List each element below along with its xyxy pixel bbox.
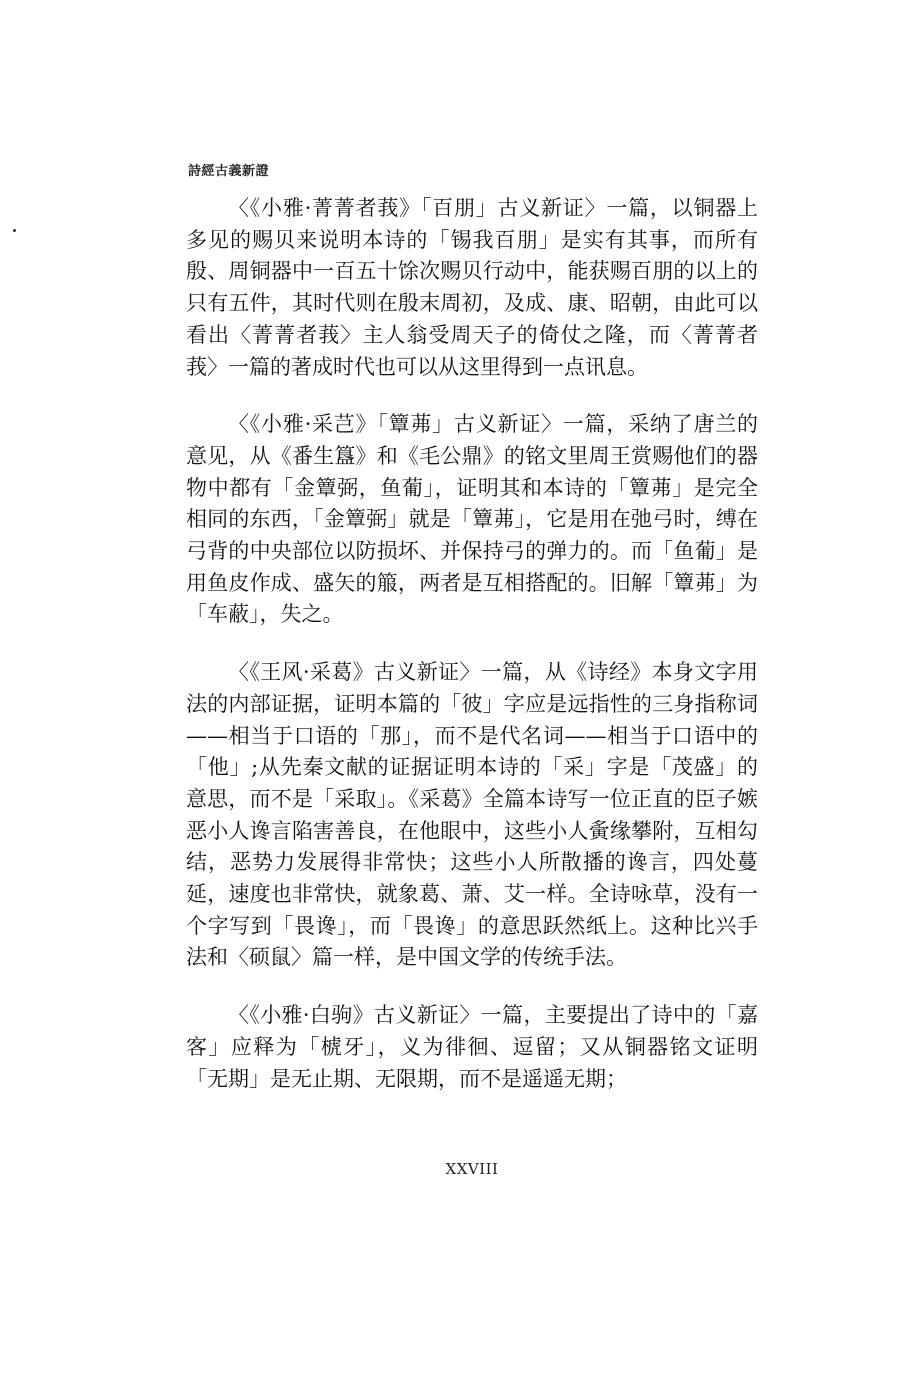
- scan-speck: [13, 229, 16, 232]
- paragraph: 〈《小雅·采芑》「簟茀」古义新证〉一篇，采纳了唐兰的意见，从《番生簋》和《毛公鼎》的铭文里周王赏赐他们的器物中都有「金簟弼，鱼葡」，证明其和本诗的「簟茀」是完全相同的东西，「金簟弼」就是「簟茀」，它是用在弛弓时，缚在弓背的中央部位以防损坏、并保持弓的弹力的。而「鱼葡」是用鱼皮作成、盛矢的箙，两者是互相搭配的。旧解「簟茀」为「车蔽」，失之。: [186, 412, 758, 627]
- running-header: 詩經古義新證: [188, 164, 270, 179]
- body-text: [186, 193, 758, 1121]
- page-number: XXVIII: [445, 1160, 499, 1178]
- paragraph: 〈《小雅·菁菁者莪》「百朋」古义新证〉一篇，以铜器上多见的赐贝来说明本诗的「锡我百朋」是实有其事，而所有殷、周铜器中一百五十馀次赐贝行动中，能获赐百朋的以上的只有五件，其时代则在殷末周初，及成、康、昭朝，由此可以看出〈菁菁者莪〉主人翁受周天子的倚仗之隆，而〈菁菁者莪〉一篇的著成时代也可以从这里得到一点讯息。: [186, 196, 758, 379]
- paragraph: 〈《小雅·白驹》古义新证〉一篇，主要提出了诗中的「嘉客」应释为「椃牙」，义为徘徊、逗留；又从铜器铭文证明「无期」是无止期、无限期，而不是遥遥无期；: [186, 1003, 758, 1091]
- paragraph: 〈《王风·采葛》古义新证〉一篇，从《诗经》本身文字用法的内部证据，证明本篇的「彼」字应是远指性的三身指称词——相当于口语的「那」，而不是代名词——相当于口语中的「他」;从先秦文献的证据证明本诗的「采」字是「茂盛」的意思，而不是「采取」。《采葛》全篇本诗写一位正直的臣子嫉恶小人谗言陷害善良，在他眼中，这些小人夤缘攀附，互相勾结，恶势力发展得非常快；这些小人所散播的谗言，四处蔓延，速度也非常快，就象葛、萧、艾一样。全诗咏草，没有一个字写到「畏谗」，而「畏谗」的意思跃然纸上。这种比兴手法和〈硕鼠〉篇一样，是中国文学的传统手法。: [186, 660, 758, 970]
